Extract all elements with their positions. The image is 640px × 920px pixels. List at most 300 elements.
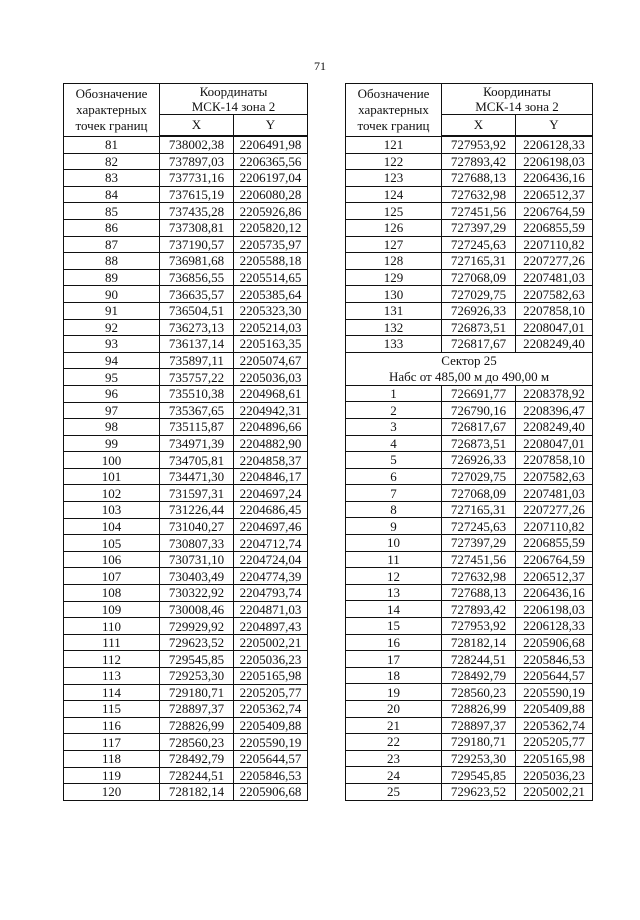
table-row — [64, 435, 308, 452]
point-number-cell: 99 — [64, 435, 160, 452]
x-coordinate-cell: 729545,85 — [160, 651, 234, 668]
coordinates-title: Координаты — [483, 84, 551, 99]
x-coordinate-cell: 730008,46 — [160, 601, 234, 618]
table-row — [64, 452, 308, 469]
x-coordinate-cell: 731226,44 — [160, 502, 234, 519]
y-coordinate-cell: 2205036,23 — [516, 767, 593, 784]
x-coordinate-cell: 727165,31 — [442, 501, 516, 518]
x-coordinate-cell: 736856,55 — [160, 269, 234, 286]
y-coordinate-cell: 2205906,68 — [234, 784, 308, 801]
x-coordinate-cell: 728182,14 — [442, 634, 516, 651]
x-coordinate-cell: 728492,79 — [442, 667, 516, 684]
table-row — [64, 701, 308, 718]
point-number-cell: 15 — [346, 618, 442, 635]
x-coordinate-cell: 728560,23 — [442, 684, 516, 701]
point-number-cell: 127 — [346, 236, 442, 253]
y-coordinate-cell: 2205165,98 — [516, 750, 593, 767]
point-number-cell: 11 — [346, 551, 442, 568]
x-coordinate-cell: 727893,42 — [442, 601, 516, 618]
y-coordinate-cell: 2205846,53 — [234, 767, 308, 784]
x-coordinate-cell: 727029,75 — [442, 286, 516, 303]
point-number-cell: 13 — [346, 584, 442, 601]
point-number-cell: 18 — [346, 667, 442, 684]
table-row — [64, 750, 308, 767]
x-coordinate-cell: 726790,16 — [442, 402, 516, 419]
x-coordinate-cell: 736504,51 — [160, 302, 234, 319]
x-coordinate-cell: 726926,33 — [442, 302, 516, 319]
x-coordinate-cell: 729623,52 — [442, 783, 516, 800]
y-coordinate-cell: 2204846,17 — [234, 468, 308, 485]
table-row — [346, 418, 593, 435]
point-number-cell: 21 — [346, 717, 442, 734]
y-coordinate-cell: 2204896,66 — [234, 419, 308, 436]
y-coordinate-cell: 2207481,03 — [516, 485, 593, 502]
point-number-cell: 93 — [64, 336, 160, 353]
y-coordinate-cell: 2205002,21 — [516, 783, 593, 800]
x-coordinate-cell: 726817,67 — [442, 336, 516, 353]
table-row — [64, 784, 308, 801]
table-row — [346, 750, 593, 767]
y-coordinate-cell: 2206764,59 — [516, 203, 593, 220]
point-number-cell: 85 — [64, 203, 160, 220]
x-coordinate-cell: 737308,81 — [160, 219, 234, 236]
y-coordinate-cell: 2205323,30 — [234, 302, 308, 319]
table-row — [64, 717, 308, 734]
table-row — [346, 551, 593, 568]
column-y-header: Y — [234, 115, 308, 137]
point-number-cell: 81 — [64, 136, 160, 153]
point-number-cell: 84 — [64, 186, 160, 203]
y-coordinate-cell: 2206512,37 — [516, 186, 593, 203]
point-number-cell: 4 — [346, 435, 442, 452]
point-number-cell: 83 — [64, 170, 160, 187]
sector-heading — [346, 352, 593, 385]
point-number-cell: 121 — [346, 136, 442, 153]
x-coordinate-cell: 727632,98 — [442, 568, 516, 585]
x-coordinate-cell: 729253,30 — [442, 750, 516, 767]
y-coordinate-cell: 2207277,26 — [516, 501, 593, 518]
table-row — [346, 302, 593, 319]
y-coordinate-cell: 2205362,74 — [234, 701, 308, 718]
table-row — [64, 136, 308, 153]
point-number-cell: 106 — [64, 551, 160, 568]
y-coordinate-cell: 2207582,63 — [516, 468, 593, 485]
coordinate-system: МСК-14 зона 2 — [475, 99, 559, 114]
table-row — [346, 203, 593, 220]
y-coordinate-cell: 2205385,64 — [234, 286, 308, 303]
sector-row — [346, 352, 593, 385]
table-row — [346, 286, 593, 303]
x-coordinate-cell: 735367,65 — [160, 402, 234, 419]
point-number-cell: 96 — [64, 385, 160, 402]
y-coordinate-cell: 2204724,04 — [234, 551, 308, 568]
y-coordinate-cell: 2206436,16 — [516, 170, 593, 187]
y-coordinate-cell: 2206128,33 — [516, 136, 593, 153]
point-number-cell: 5 — [346, 452, 442, 469]
table-row — [64, 269, 308, 286]
point-number-cell: 102 — [64, 485, 160, 502]
x-coordinate-cell: 737190,57 — [160, 236, 234, 253]
table-row — [346, 783, 593, 800]
y-coordinate-cell: 2204697,24 — [234, 485, 308, 502]
point-number-cell: 125 — [346, 203, 442, 220]
x-coordinate-cell: 736635,57 — [160, 286, 234, 303]
point-number-cell: 6 — [346, 468, 442, 485]
y-coordinate-cell: 2205205,77 — [516, 734, 593, 751]
y-coordinate-cell: 2205644,57 — [516, 667, 593, 684]
point-number-cell: 24 — [346, 767, 442, 784]
point-number-cell: 22 — [346, 734, 442, 751]
x-coordinate-cell: 729929,92 — [160, 618, 234, 635]
table-row — [64, 535, 308, 552]
table-row — [64, 385, 308, 402]
point-number-cell: 105 — [64, 535, 160, 552]
point-number-cell: 16 — [346, 634, 442, 651]
point-number-cell: 116 — [64, 717, 160, 734]
x-coordinate-cell: 736137,14 — [160, 336, 234, 353]
table-row — [346, 518, 593, 535]
point-number-cell: 112 — [64, 651, 160, 668]
coordinates-title: Координаты — [199, 84, 268, 99]
y-coordinate-cell: 2205036,23 — [234, 651, 308, 668]
table-row — [64, 153, 308, 170]
table-row — [64, 203, 308, 220]
point-number-cell: 82 — [64, 153, 160, 170]
x-coordinate-cell: 727632,98 — [442, 186, 516, 203]
x-coordinate-cell: 728560,23 — [160, 734, 234, 751]
table-row — [346, 618, 593, 635]
table-row — [346, 601, 593, 618]
table-row — [346, 186, 593, 203]
point-number-cell: 100 — [64, 452, 160, 469]
point-number-cell: 118 — [64, 750, 160, 767]
table-row — [64, 468, 308, 485]
y-coordinate-cell: 2204942,31 — [234, 402, 308, 419]
table-row — [64, 419, 308, 436]
y-coordinate-cell: 2205588,18 — [234, 253, 308, 270]
table-row — [346, 717, 593, 734]
x-coordinate-cell: 729623,52 — [160, 634, 234, 651]
table-row — [346, 319, 593, 336]
y-coordinate-cell: 2205906,68 — [516, 634, 593, 651]
y-coordinate-cell: 2206080,28 — [234, 186, 308, 203]
x-coordinate-cell: 728826,99 — [160, 717, 234, 734]
designation-header: Обозначение характерных точек границ — [346, 84, 442, 137]
table-row — [64, 734, 308, 751]
sector-title: Сектор 25 — [441, 352, 497, 368]
table-row — [346, 584, 593, 601]
point-number-cell: 104 — [64, 518, 160, 535]
y-coordinate-cell: 2206197,04 — [234, 170, 308, 187]
point-number-cell: 126 — [346, 219, 442, 236]
point-number-cell: 12 — [346, 568, 442, 585]
x-coordinate-cell: 727245,63 — [442, 518, 516, 535]
table-row — [346, 435, 593, 452]
x-coordinate-cell: 727953,92 — [442, 618, 516, 635]
point-number-cell: 88 — [64, 253, 160, 270]
x-coordinate-cell: 730322,92 — [160, 585, 234, 602]
y-coordinate-cell: 2205846,53 — [516, 651, 593, 668]
y-coordinate-cell: 2205735,97 — [234, 236, 308, 253]
y-coordinate-cell: 2206128,33 — [516, 618, 593, 635]
point-number-cell: 131 — [346, 302, 442, 319]
table-row — [346, 485, 593, 502]
point-number-cell: 17 — [346, 651, 442, 668]
y-coordinate-cell: 2205214,03 — [234, 319, 308, 336]
point-number-cell: 123 — [346, 170, 442, 187]
table-row — [346, 667, 593, 684]
point-number-cell: 122 — [346, 153, 442, 170]
table-row — [64, 319, 308, 336]
y-coordinate-cell: 2205409,88 — [516, 701, 593, 718]
point-number-cell: 98 — [64, 419, 160, 436]
y-coordinate-cell: 2205926,86 — [234, 203, 308, 220]
table-row — [346, 170, 593, 187]
table-row — [346, 568, 593, 585]
x-coordinate-cell: 727953,92 — [442, 136, 516, 153]
point-number-cell: 25 — [346, 783, 442, 800]
y-coordinate-cell: 2207110,82 — [516, 518, 593, 535]
point-number-cell: 10 — [346, 535, 442, 552]
y-coordinate-cell: 2207582,63 — [516, 286, 593, 303]
table-row — [346, 153, 593, 170]
table-row — [346, 236, 593, 253]
point-number-cell: 1 — [346, 385, 442, 402]
column-x-header: X — [442, 115, 516, 137]
table-row — [346, 767, 593, 784]
table-row — [64, 236, 308, 253]
point-number-cell: 2 — [346, 402, 442, 419]
x-coordinate-cell: 735115,87 — [160, 419, 234, 436]
x-coordinate-cell: 727688,13 — [442, 584, 516, 601]
coordinates-header — [160, 84, 308, 115]
x-coordinate-cell: 735510,38 — [160, 385, 234, 402]
y-coordinate-cell: 2205165,98 — [234, 668, 308, 685]
point-number-cell: 109 — [64, 601, 160, 618]
table-row — [64, 336, 308, 353]
x-coordinate-cell: 727893,42 — [442, 153, 516, 170]
point-number-cell: 119 — [64, 767, 160, 784]
table-row — [64, 767, 308, 784]
x-coordinate-cell: 726817,67 — [442, 418, 516, 435]
point-number-cell: 103 — [64, 502, 160, 519]
point-number-cell: 128 — [346, 253, 442, 270]
x-coordinate-cell: 726926,33 — [442, 452, 516, 469]
y-coordinate-cell: 2208249,40 — [516, 418, 593, 435]
y-coordinate-cell: 2207481,03 — [516, 269, 593, 286]
table-row — [346, 734, 593, 751]
table-row — [64, 286, 308, 303]
x-coordinate-cell: 737897,03 — [160, 153, 234, 170]
point-number-cell: 23 — [346, 750, 442, 767]
y-coordinate-cell: 2208047,01 — [516, 319, 593, 336]
y-coordinate-cell: 2205002,21 — [234, 634, 308, 651]
x-coordinate-cell: 730807,33 — [160, 535, 234, 552]
point-number-cell: 124 — [346, 186, 442, 203]
table-row — [346, 336, 593, 353]
table-row — [346, 452, 593, 469]
y-coordinate-cell: 2205036,03 — [234, 369, 308, 386]
x-coordinate-cell: 736981,68 — [160, 253, 234, 270]
y-coordinate-cell: 2205644,57 — [234, 750, 308, 767]
table-row — [64, 253, 308, 270]
x-coordinate-cell: 728897,37 — [442, 717, 516, 734]
y-coordinate-cell: 2204793,74 — [234, 585, 308, 602]
point-number-cell: 86 — [64, 219, 160, 236]
point-number-cell: 95 — [64, 369, 160, 386]
y-coordinate-cell: 2204712,74 — [234, 535, 308, 552]
table-row — [64, 302, 308, 319]
point-number-cell: 92 — [64, 319, 160, 336]
table-row — [64, 618, 308, 635]
x-coordinate-cell: 727068,09 — [442, 485, 516, 502]
table-row — [64, 402, 308, 419]
point-number-cell: 89 — [64, 269, 160, 286]
x-coordinate-cell: 729180,71 — [160, 684, 234, 701]
table-row — [64, 369, 308, 386]
x-coordinate-cell: 728826,99 — [442, 701, 516, 718]
point-number-cell: 19 — [346, 684, 442, 701]
y-coordinate-cell: 2208249,40 — [516, 336, 593, 353]
point-number-cell: 130 — [346, 286, 442, 303]
point-number-cell: 115 — [64, 701, 160, 718]
y-coordinate-cell: 2206198,03 — [516, 153, 593, 170]
x-coordinate-cell: 731597,31 — [160, 485, 234, 502]
x-coordinate-cell: 730731,10 — [160, 551, 234, 568]
table-row — [346, 701, 593, 718]
point-number-cell: 20 — [346, 701, 442, 718]
table-row — [64, 568, 308, 585]
y-coordinate-cell: 2205514,65 — [234, 269, 308, 286]
table-row — [346, 468, 593, 485]
x-coordinate-cell: 734471,30 — [160, 468, 234, 485]
point-number-cell: 108 — [64, 585, 160, 602]
x-coordinate-cell: 727165,31 — [442, 253, 516, 270]
x-coordinate-cell: 728492,79 — [160, 750, 234, 767]
x-coordinate-cell: 728244,51 — [442, 651, 516, 668]
y-coordinate-cell: 2205590,19 — [234, 734, 308, 751]
x-coordinate-cell: 738002,38 — [160, 136, 234, 153]
y-coordinate-cell: 2206436,16 — [516, 584, 593, 601]
x-coordinate-cell: 727451,56 — [442, 203, 516, 220]
table-row — [346, 651, 593, 668]
table-row — [64, 551, 308, 568]
y-coordinate-cell: 2208378,92 — [516, 385, 593, 402]
x-coordinate-cell: 727068,09 — [442, 269, 516, 286]
y-coordinate-cell: 2207110,82 — [516, 236, 593, 253]
table-row — [64, 352, 308, 369]
x-coordinate-cell: 726691,77 — [442, 385, 516, 402]
table-row — [346, 269, 593, 286]
column-x-header: X — [160, 115, 234, 137]
table-row — [346, 634, 593, 651]
x-coordinate-cell: 726873,51 — [442, 319, 516, 336]
point-number-cell: 97 — [64, 402, 160, 419]
y-coordinate-cell: 2206512,37 — [516, 568, 593, 585]
table-row — [346, 684, 593, 701]
x-coordinate-cell: 727397,29 — [442, 219, 516, 236]
y-coordinate-cell: 2205820,12 — [234, 219, 308, 236]
coordinates-header — [442, 84, 593, 115]
page-number: 71 — [314, 59, 326, 73]
x-coordinate-cell: 736273,13 — [160, 319, 234, 336]
x-coordinate-cell: 728897,37 — [160, 701, 234, 718]
y-coordinate-cell: 2208396,47 — [516, 402, 593, 419]
point-number-cell: 14 — [346, 601, 442, 618]
y-coordinate-cell: 2206491,98 — [234, 136, 308, 153]
column-y-header: Y — [516, 115, 593, 137]
right-coordinates-table — [345, 83, 593, 801]
y-coordinate-cell: 2204968,61 — [234, 385, 308, 402]
x-coordinate-cell: 737615,19 — [160, 186, 234, 203]
table-row — [346, 535, 593, 552]
point-number-cell: 90 — [64, 286, 160, 303]
y-coordinate-cell: 2204774,39 — [234, 568, 308, 585]
x-coordinate-cell: 729180,71 — [442, 734, 516, 751]
y-coordinate-cell: 2204858,37 — [234, 452, 308, 469]
point-number-cell: 113 — [64, 668, 160, 685]
x-coordinate-cell: 734971,39 — [160, 435, 234, 452]
x-coordinate-cell: 727245,63 — [442, 236, 516, 253]
y-coordinate-cell: 2205205,77 — [234, 684, 308, 701]
point-number-cell: 91 — [64, 302, 160, 319]
x-coordinate-cell: 727397,29 — [442, 535, 516, 552]
designation-header: Обозначение характерных точек границ — [64, 84, 160, 137]
point-number-cell: 87 — [64, 236, 160, 253]
table-row — [346, 253, 593, 270]
y-coordinate-cell: 2204697,46 — [234, 518, 308, 535]
x-coordinate-cell: 737435,28 — [160, 203, 234, 220]
table-row — [64, 601, 308, 618]
point-number-cell: 9 — [346, 518, 442, 535]
table-row — [64, 634, 308, 651]
table-row — [64, 485, 308, 502]
point-number-cell: 110 — [64, 618, 160, 635]
y-coordinate-cell: 2204686,45 — [234, 502, 308, 519]
x-coordinate-cell: 728182,14 — [160, 784, 234, 801]
y-coordinate-cell: 2204882,90 — [234, 435, 308, 452]
table-row — [346, 219, 593, 236]
x-coordinate-cell: 734705,81 — [160, 452, 234, 469]
x-coordinate-cell: 735897,11 — [160, 352, 234, 369]
point-number-cell: 129 — [346, 269, 442, 286]
y-coordinate-cell: 2208047,01 — [516, 435, 593, 452]
x-coordinate-cell: 729545,85 — [442, 767, 516, 784]
y-coordinate-cell: 2205409,88 — [234, 717, 308, 734]
y-coordinate-cell: 2207858,10 — [516, 452, 593, 469]
table-row — [64, 668, 308, 685]
table-row — [64, 219, 308, 236]
x-coordinate-cell: 727029,75 — [442, 468, 516, 485]
x-coordinate-cell: 731040,27 — [160, 518, 234, 535]
y-coordinate-cell: 2206365,56 — [234, 153, 308, 170]
x-coordinate-cell: 729253,30 — [160, 668, 234, 685]
point-number-cell: 107 — [64, 568, 160, 585]
y-coordinate-cell: 2207277,26 — [516, 253, 593, 270]
point-number-cell: 132 — [346, 319, 442, 336]
y-coordinate-cell: 2206764,59 — [516, 551, 593, 568]
point-number-cell: 133 — [346, 336, 442, 353]
x-coordinate-cell: 727451,56 — [442, 551, 516, 568]
left-coordinates-table — [63, 83, 308, 801]
point-number-cell: 101 — [64, 468, 160, 485]
x-coordinate-cell: 737731,16 — [160, 170, 234, 187]
point-number-cell: 111 — [64, 634, 160, 651]
x-coordinate-cell: 727688,13 — [442, 170, 516, 187]
y-coordinate-cell: 2205163,35 — [234, 336, 308, 353]
table-row — [64, 651, 308, 668]
table-row — [346, 501, 593, 518]
